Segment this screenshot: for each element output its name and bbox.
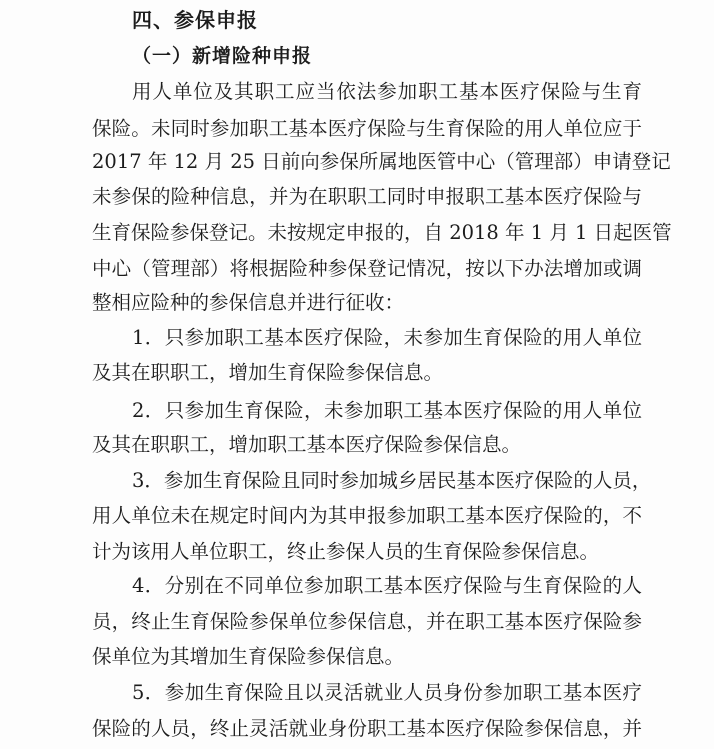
list-item-line: 5．参加生育保险且以灵活就业人员身份参加职工基本医疗 xyxy=(132,681,642,704)
paragraph-line: 用人单位及其职工应当依法参加职工基本医疗保险与生育 xyxy=(132,80,642,103)
list-item-line: 3．参加生育保险且同时参加城乡居民基本医疗保险的人员， xyxy=(132,469,652,492)
list-item-line: 员，终止生育保险参保单位参保信息，并在职工基本医疗保险参 xyxy=(92,610,642,633)
list-item-line: 保单位为其增加生育保险参保信息。 xyxy=(92,645,405,668)
paragraph-line: 生育保险参保登记。未按规定申报的，自 2018 年 1 月 1 日起医管 xyxy=(92,221,672,244)
list-item-line: 及其在职职工，增加职工基本医疗保险参保信息。 xyxy=(92,433,522,456)
list-item-line: 4．分别在不同单位参加职工基本医疗保险与生育保险的人 xyxy=(132,574,642,597)
paragraph-line: 整相应险种的参保信息并进行征收： xyxy=(92,291,405,314)
paragraph-line: 未参保的险种信息，并为在职职工同时申报职工基本医疗保险与 xyxy=(92,185,642,208)
paragraph-line: 2017 年 12 月 25 日前向参保所属地医管中心（管理部）申请登记 xyxy=(92,150,671,173)
section-heading: 四、参保申报 xyxy=(132,8,258,32)
list-item-line: 2．只参加生育保险，未参加职工基本医疗保险的用人单位 xyxy=(132,399,642,422)
paragraph-line: 中心（管理部）将根据险种参保登记情况，按以下办法增加或调 xyxy=(92,257,642,280)
paragraph-line: 保险。未同时参加职工基本医疗保险与生育保险的用人单位应于 xyxy=(92,117,642,140)
list-item-line: 及其在职职工，增加生育保险参保信息。 xyxy=(92,361,444,384)
subsection-heading: （一）新增险种申报 xyxy=(132,45,313,67)
list-item-line: 计为该用人单位职工，终止参保人员的生育保险参保信息。 xyxy=(92,540,600,563)
list-item-line: 用人单位未在规定时间内为其申报参加职工基本医疗保险的，不 xyxy=(92,504,642,527)
list-item-line: 1．只参加职工基本医疗保险，未参加生育保险的用人单位 xyxy=(132,326,642,349)
list-item-line: 保险的人员，终止灵活就业身份职工基本医疗保险参保信息，并 xyxy=(92,717,642,740)
